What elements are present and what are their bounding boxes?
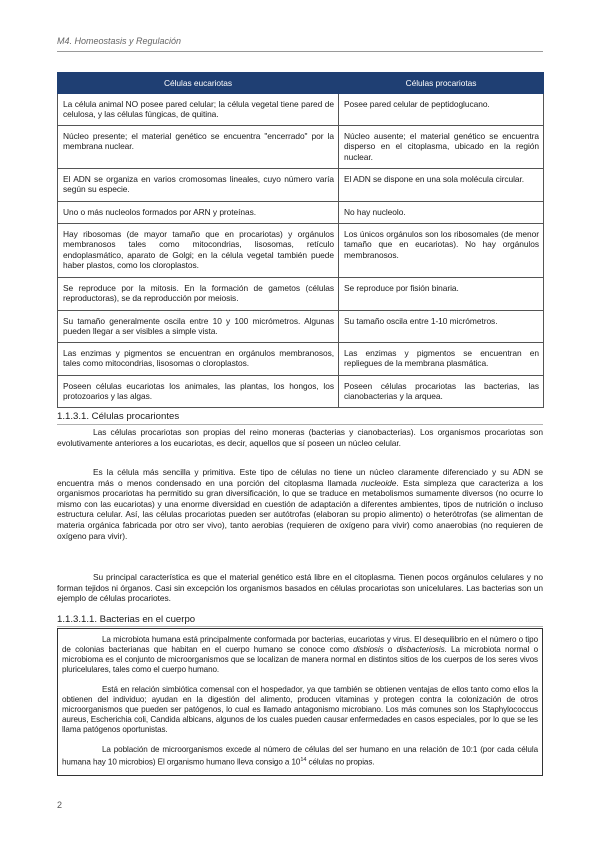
- term-nucleoide: nucleoide: [360, 477, 397, 488]
- table-row: [58, 126, 544, 169]
- box-paragraph: [62, 745, 538, 768]
- table-cell: Núcleo presente; el material genético se encuentra "encerrado" por la membrana nuclear.: [58, 126, 339, 169]
- table-cell: Poseen células eucariotas los animales, las plantas, los hongos, los protozoarios y las algas.: [58, 376, 339, 408]
- term-disbacteriosis: disbacteriosis: [396, 645, 445, 655]
- table-cell: Su tamaño generalmente oscila entre 10 y 100 micrómetros. Algunas pueden llegar a ser visibles a simple vista.: [58, 311, 339, 343]
- comparison-table: [57, 72, 544, 408]
- table-row: [58, 311, 544, 343]
- table-row: [58, 202, 544, 224]
- table-cell: Se reproduce por la mitosis. En la formación de gametos (células reproductoras), se da reproducción por meiosis.: [58, 278, 339, 311]
- table-cell: Se reproduce por fisión binaria.: [339, 278, 544, 311]
- section-title-bacterias: 1.1.3.1.1. Bacterias en el cuerpo: [57, 614, 196, 625]
- table-cell: Las enzimas y pigmentos se encuentran en orgánulos membranosos, tales como mitocondrias, lisosomas o cloroplastos.: [58, 343, 339, 376]
- paragraph-text: La población de microorganismos excede al número de células del ser humano en una relación de 10:1 (por cada célula humana hay 10 microbios) El organismo humano lleva consigo a 10: [62, 745, 538, 767]
- table-row: [58, 224, 544, 278]
- paragraph-text: . Esta simpleza que caracteriza a los organismos procariotas ha permitido su gran diversificación, lo que se traduce en metabolismos sumamente diversos (no ocurre lo mismo con las eucariotas) y una enorme diversidad en cuestión de adaptación a diferentes ambientes, tipos de nutrición o incluso estructura celular. Así, las células procariotas pueden ser autótrofas (elaboran su propio alimento) o heterótrofas (se alimentan de materia orgánica fabricada por otro ser vivo), tanto aerobias (requieren de oxígeno para vivir) como anaerobias (no requieren de oxígeno para vivir).: [57, 477, 544, 541]
- paragraph-text: o: [383, 645, 397, 655]
- paragraph-text: . La microbiota normal o microbioma es el conjunto de microorganismos que se localizan de manera normal en distintos sitios de los cuerpos de los seres vivos pluricelulares, tales como el cuerpo humano.: [62, 645, 538, 675]
- table-cell: Núcleo ausente; el material genético se encuentra disperso en el citoplasma, ubicado en la región nuclear.: [339, 126, 544, 169]
- table-row: [58, 169, 544, 202]
- paragraph-text: Las células procariotas son propias del reino moneras (bacterias y cianobacterias). Los organismos procariotas son evolutivamente anteriores a los eucariotas, es decir, aquellos que sí poseen un núcleo celular.: [57, 427, 543, 448]
- table-cell: Su tamaño oscila entre 1-10 micrómetros.: [339, 311, 544, 343]
- table-cell: No hay nucleolo.: [339, 202, 544, 224]
- box-paragraph: [62, 635, 538, 675]
- table-cell: Uno o más nucleolos formados por ARN y proteínas.: [58, 202, 339, 224]
- section-rule: [57, 424, 543, 425]
- table-cell: La célula animal NO posee pared celular; la célula vegetal tiene pared de celulosa, y las células fúngicas, de quitina.: [58, 94, 339, 126]
- running-header: M4. Homeostasis y Regulación: [57, 36, 182, 46]
- exponent: 14: [300, 757, 307, 764]
- paragraph: [57, 572, 543, 604]
- term-disbiosis: disbiosis: [353, 645, 384, 655]
- table-header-row: [58, 73, 544, 94]
- table-row: [58, 343, 544, 376]
- table-cell: El ADN se dispone en una sola molécula circular.: [339, 169, 544, 202]
- paragraph-text: Su principal característica es que el material genético está libre en el citoplasma. Tienen pocos orgánulos celulares y no forman tejidos ni órganos. Casi sin excepción los organismos basados en células procariotas son unicelulares. Las bacterias son un ejemplo de células procariotes.: [57, 572, 543, 604]
- header-rule: [57, 51, 543, 52]
- table-cell: Posee pared celular de peptidoglucano.: [339, 94, 544, 126]
- paragraph-text: células no propias.: [306, 757, 375, 767]
- table-row: [58, 376, 544, 408]
- box-paragraph: [62, 685, 538, 735]
- paragraph: [57, 467, 543, 541]
- page-number: 2: [57, 800, 63, 810]
- header-prokaryotic: Células procariotas: [339, 73, 544, 94]
- paragraph-text: Es la célula más sencilla y primitiva. Este tipo de células no tiene un núcleo claramente diferenciado y su ADN se encuentra más o menos condensado en una porción del citoplasma llamada: [57, 467, 543, 488]
- paragraph: [57, 427, 543, 448]
- table-row: [58, 278, 544, 311]
- table-cell: Hay ribosomas (de mayor tamaño que en procariotas) y orgánulos membranosos tales como mitocondrias, lisosomas, retículo endoplasmático, aparato de Golgi; en la célula vegetal también puede haber plastos, como los cloroplastos.: [58, 224, 339, 278]
- table-cell: Los únicos orgánulos son los ribosomales (de menor tamaño que en eucariotas). No hay orgánulos membranosos.: [339, 224, 544, 278]
- section-rule: [57, 626, 543, 627]
- paragraph-text: Está en relación simbiótica comensal con el hospedador, ya que también se obtienen ventajas de ellos tanto como ellos la obtienen del individuo; ayudan en la digestión del alimento, producen vitaminas y protegen contra la colonización de otros microorganismos que pueden ser patógenos, lo cual es llamado antagonismo microbiano. Los más comunes son los Staphylococcus aureus, Escherichia coli, Candida albicans, algunos de los cuales pueden causar enfermedades en casos especiales, por lo que se les llama patógenos oportunistas.: [62, 685, 538, 735]
- paragraph-text: La microbiota humana está principalmente conformada por bacterias, eucariotas y virus. El desequilibrio en el número o tipo de colonias bacterianas que habitan en el cuerpo humano se conoce como: [62, 635, 538, 655]
- table-cell: Poseen células procariotas las bacterias, las cianobacterias y la arquea.: [339, 376, 544, 408]
- table-cell: Las enzimas y pigmentos se encuentran en repliegues de la membrana plasmática.: [339, 343, 544, 376]
- table-row: [58, 94, 544, 126]
- table-cell: El ADN se organiza en varios cromosomas lineales, cuyo número varía según su especie.: [58, 169, 339, 202]
- section-title-procariontes: 1.1.3.1. Células procariontes: [57, 411, 180, 422]
- header-eukaryotic: Células eucariotas: [58, 73, 339, 94]
